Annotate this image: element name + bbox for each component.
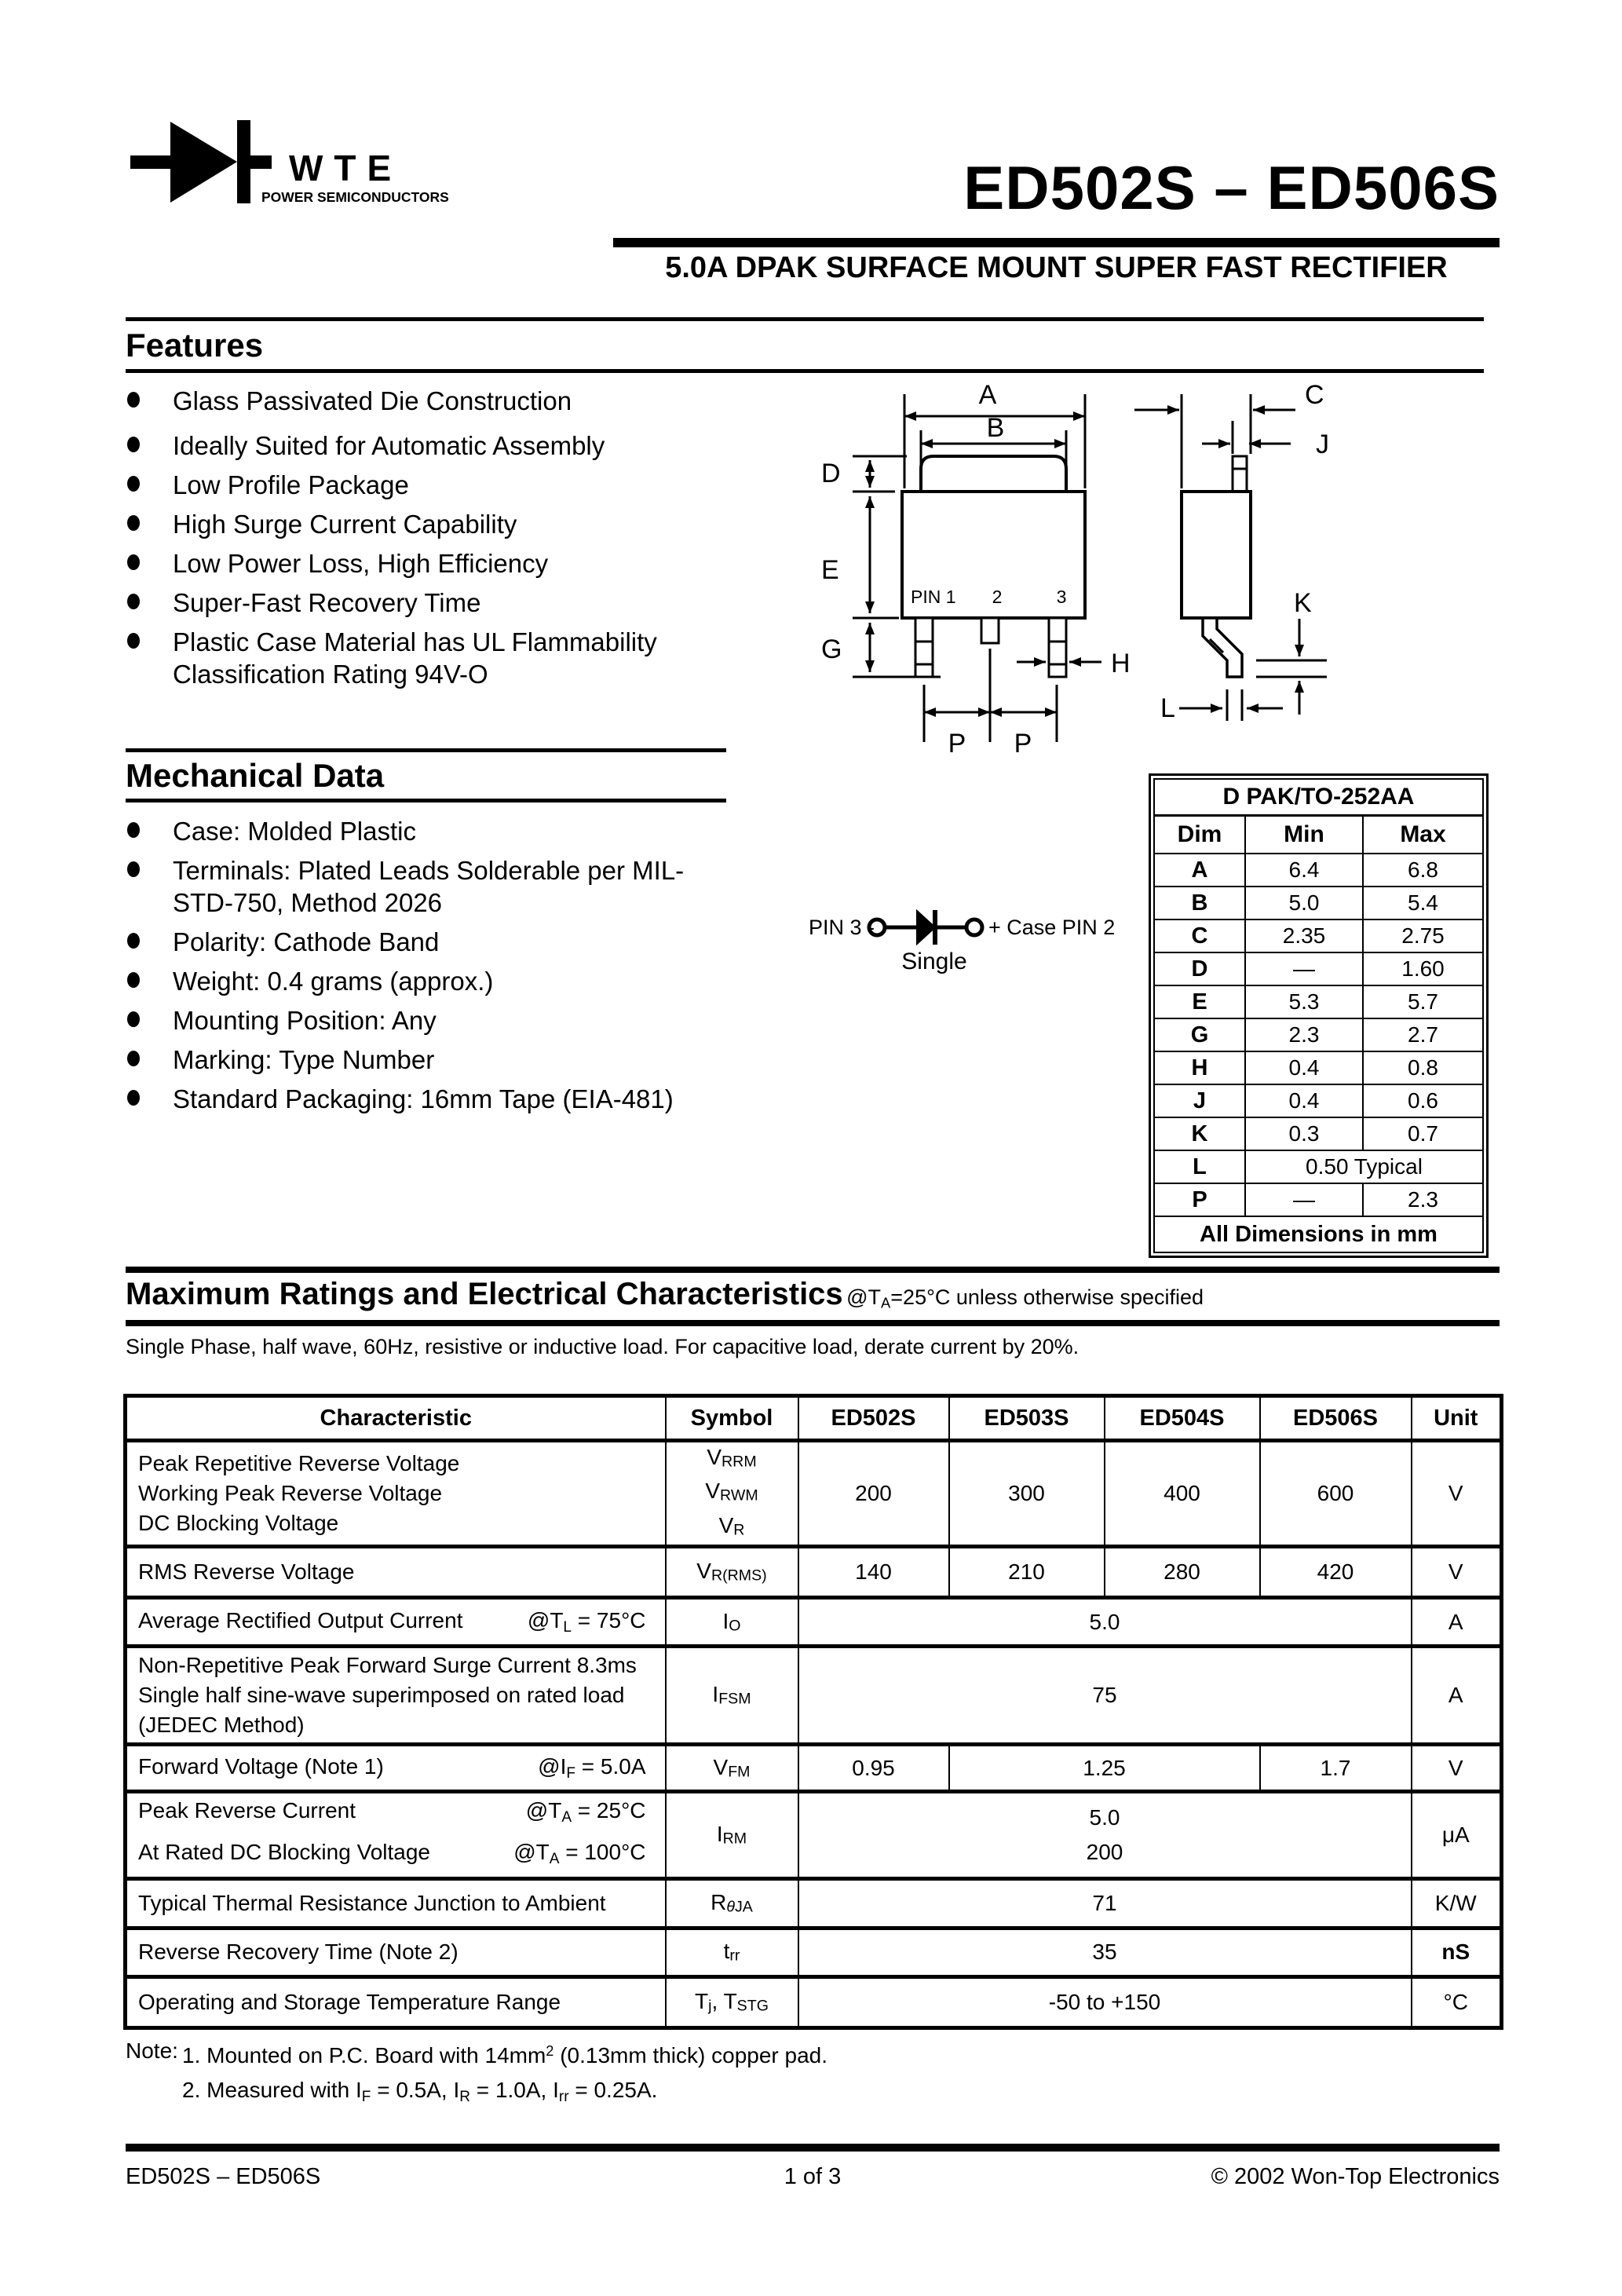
symbol-cell: Tj, TSTG bbox=[666, 1976, 798, 2027]
table-row: J 0.4 0.6 bbox=[1154, 1084, 1483, 1117]
list-item: Glass Passivated Die Construction bbox=[127, 385, 724, 417]
mechanical-heading: Mechanical Data bbox=[126, 757, 385, 794]
table-row: P — 2.3 bbox=[1154, 1183, 1483, 1216]
dim-label-j: J bbox=[1316, 430, 1329, 459]
test-condition: $@T_L = 75^\circ C$ bbox=[527, 1607, 646, 1636]
table-row: Peak Reverse Current $@T_A = 25^\circ C$ At Rated DC Blocking Voltage $@T_A = 100^\circ C$ IRM 5.0 200 μA bbox=[126, 1792, 1502, 1879]
list-item: Mounting Position: Any bbox=[127, 1004, 724, 1036]
dim-table-title: D PAK/TO-252AA bbox=[1154, 779, 1483, 816]
unit-cell: μA bbox=[1412, 1792, 1502, 1879]
notes-block bbox=[126, 2034, 827, 2115]
dim-label-d: D bbox=[821, 459, 841, 488]
list-item: Polarity: Cathode Band bbox=[127, 926, 724, 958]
bullet-icon bbox=[127, 815, 173, 847]
note-1: 1. Mounted on P.C. Board with $14mm^2$ (0.13mm thick) copper pad. bbox=[182, 2043, 828, 2068]
unit-cell: nS bbox=[1412, 1928, 1502, 1976]
value-cell: 210 bbox=[949, 1547, 1105, 1598]
mechanical-list bbox=[127, 815, 724, 1122]
table-row: C 2.35 2.75 bbox=[1154, 919, 1483, 952]
pin3-label: 3 bbox=[1056, 587, 1067, 607]
note-label: Note: bbox=[126, 2038, 178, 2063]
bullet-icon bbox=[127, 385, 173, 417]
symbol-right-label: + Case PIN 2 bbox=[988, 916, 1116, 939]
ratings-heading: Maximum Ratings and Electrical Characteristics $@T_A=25^\circ C$ unless otherwise specified bbox=[126, 1277, 1204, 1311]
load-condition-note: Single Phase, half wave, 60Hz, resistive or inductive load. For capacitive load, derate current by 20%. bbox=[126, 1335, 1080, 1358]
footer-part-range: ED502S – ED506S bbox=[126, 2164, 321, 2189]
value-cell: 75 bbox=[798, 1647, 1412, 1745]
symbol-cell: IFSM bbox=[666, 1647, 798, 1745]
test-condition: $@T_A = 100^\circ C$ bbox=[513, 1839, 646, 1867]
dim-label-c: C bbox=[1305, 380, 1324, 410]
value-cell: 35 bbox=[798, 1928, 1412, 1976]
dim-label-h: H bbox=[1111, 649, 1131, 678]
col-header-symbol: Symbol bbox=[666, 1396, 798, 1441]
bullet-icon bbox=[127, 587, 173, 619]
footer-page-number: 1 of 3 bbox=[784, 2164, 842, 2189]
table-row: A 6.4 6.8 bbox=[1154, 854, 1483, 887]
table-row: B 5.0 5.4 bbox=[1154, 887, 1483, 919]
table-row: Peak Repetitive Reverse Voltage Working Peak Reverse Voltage DC Blocking Voltage VRRM VRWM VR 200 300 400 600 V bbox=[126, 1441, 1502, 1547]
diode-circuit-symbol bbox=[785, 899, 1162, 978]
bullet-icon bbox=[127, 1004, 173, 1036]
value-cell: 71 bbox=[798, 1878, 1412, 1928]
unit-cell: A bbox=[1412, 1598, 1502, 1647]
value-cell: 1.7 bbox=[1260, 1745, 1412, 1792]
table-row: H 0.4 0.8 bbox=[1154, 1051, 1483, 1084]
pin2-label: 2 bbox=[992, 587, 1003, 607]
mechanical-rule-bottom bbox=[126, 799, 726, 803]
list-item: Marking: Type Number bbox=[127, 1044, 724, 1076]
note-2: 2. Measured with $I_F = 0.5A$, $I_R = 1.0A$, $I_{rr} = 0.25A$. bbox=[182, 2078, 658, 2105]
bullet-icon bbox=[127, 430, 173, 462]
list-item: Terminals: Plated Leads Solderable per MIL-STD-750, Method 2026 bbox=[127, 854, 724, 919]
bullet-icon bbox=[127, 547, 173, 579]
unit-cell: A bbox=[1412, 1647, 1502, 1745]
table-row: RMS Reverse Voltage VR(RMS) 140 210 280 420 V bbox=[126, 1547, 1502, 1598]
unit-cell: V bbox=[1412, 1745, 1502, 1792]
page-title: ED502S – ED506S bbox=[963, 153, 1500, 222]
brand-tagline: POWER SEMICONDUCTORS bbox=[261, 189, 449, 205]
dim-col-header: Dim bbox=[1154, 816, 1245, 854]
list-item: High Surge Current Capability bbox=[127, 508, 724, 540]
bullet-icon bbox=[127, 854, 173, 919]
list-item: Ideally Suited for Automatic Assembly bbox=[127, 430, 724, 462]
features-rule-bottom bbox=[126, 369, 1484, 373]
symbol-cell: VRRM VRWM VR bbox=[666, 1441, 798, 1547]
unit-cell: V bbox=[1412, 1441, 1502, 1547]
col-header-ed504s: ED504S bbox=[1105, 1396, 1260, 1441]
value-cell: 600 bbox=[1260, 1441, 1412, 1547]
diode-logo-icon bbox=[130, 120, 272, 203]
symbol-cell: VR(RMS) bbox=[666, 1547, 798, 1598]
table-row: G 2.3 2.7 bbox=[1154, 1018, 1483, 1051]
table-row: Forward Voltage (Note 1) $@I_F = 5.0A$ VFM 0.95 1.25 1.7 V bbox=[126, 1745, 1502, 1792]
page-footer bbox=[126, 2164, 1500, 2190]
value-cell: 280 bbox=[1105, 1547, 1260, 1598]
package-outline-diagram bbox=[816, 377, 1531, 770]
list-item: Standard Packaging: 16mm Tape (EIA-481) bbox=[127, 1083, 724, 1115]
value-cell: 5.0 bbox=[798, 1598, 1412, 1647]
ratings-condition: $@T_A=25^\circ C$ unless otherwise specified bbox=[846, 1285, 1204, 1311]
value-cell: 0.95 bbox=[798, 1745, 949, 1792]
bullet-icon bbox=[127, 926, 173, 958]
max-col-header: Max bbox=[1363, 816, 1483, 854]
unit-cell: V bbox=[1412, 1547, 1502, 1598]
symbol-cell: VFM bbox=[666, 1745, 798, 1792]
dim-label-l: L bbox=[1160, 693, 1175, 723]
table-row: L 0.50 Typical bbox=[1154, 1150, 1483, 1183]
features-heading: Features bbox=[126, 327, 264, 364]
list-item: Case: Molded Plastic bbox=[127, 815, 724, 847]
list-item: Low Power Loss, High Efficiency bbox=[127, 547, 724, 579]
value-cell: 400 bbox=[1105, 1441, 1260, 1547]
dimension-table bbox=[1149, 773, 1489, 1258]
col-header-unit: Unit bbox=[1412, 1396, 1502, 1441]
col-header-ed506s: ED506S bbox=[1260, 1396, 1412, 1441]
symbol-left-label: PIN 3 - bbox=[809, 916, 875, 939]
value-cell: 5.0 200 bbox=[798, 1792, 1412, 1879]
value-cell: 200 bbox=[798, 1441, 949, 1547]
bullet-icon bbox=[127, 469, 173, 501]
mechanical-rule-top bbox=[126, 748, 726, 752]
symbol-cell: IRM bbox=[666, 1792, 798, 1879]
page-subtitle: 5.0A DPAK SURFACE MOUNT SUPER FAST RECTIFIER bbox=[665, 251, 1448, 284]
list-item: Low Profile Package bbox=[127, 469, 724, 501]
table-row: Operating and Storage Temperature Range Tj, TSTG -50 to +150 °C bbox=[126, 1976, 1502, 2027]
bullet-icon bbox=[127, 1083, 173, 1115]
symbol-caption: Single bbox=[901, 949, 967, 974]
test-condition: $@I_F = 5.0A$ bbox=[538, 1753, 646, 1782]
footer-rule bbox=[126, 2144, 1500, 2152]
symbol-cell: RθJA bbox=[666, 1878, 798, 1928]
list-item: Plastic Case Material has UL Flammability Classification Rating 94V-O bbox=[127, 626, 724, 690]
table-row: Reverse Recovery Time (Note 2) trr 35 nS bbox=[126, 1928, 1502, 1976]
brand-logo bbox=[126, 110, 463, 216]
dim-label-b: B bbox=[986, 413, 1005, 443]
col-header-ed502s: ED502S bbox=[798, 1396, 949, 1441]
ratings-rule-top bbox=[126, 1267, 1500, 1273]
features-rule-top bbox=[126, 317, 1484, 321]
list-item: Weight: 0.4 grams (approx.) bbox=[127, 965, 724, 997]
title-rule bbox=[613, 238, 1500, 247]
value-cell: 300 bbox=[949, 1441, 1105, 1547]
pin1-label: PIN 1 bbox=[911, 587, 956, 607]
dim-label-g: G bbox=[821, 634, 842, 664]
dim-table-footer: All Dimensions in mm bbox=[1154, 1216, 1483, 1252]
ratings-header-row bbox=[126, 1396, 1502, 1441]
table-row: D — 1.60 bbox=[1154, 952, 1483, 985]
bullet-icon bbox=[127, 1044, 173, 1076]
bullet-icon bbox=[127, 626, 173, 690]
dim-label-e: E bbox=[821, 555, 839, 585]
value-cell: -50 to +150 bbox=[798, 1976, 1412, 2027]
value-cell: 420 bbox=[1260, 1547, 1412, 1598]
footer-copyright: © 2002 Won-Top Electronics bbox=[1211, 2164, 1500, 2189]
table-row: E 5.3 5.7 bbox=[1154, 985, 1483, 1018]
value-cell: 140 bbox=[798, 1547, 949, 1598]
dim-label-a: A bbox=[978, 380, 997, 410]
value-cell: 1.25 bbox=[949, 1745, 1260, 1792]
unit-cell: K/W bbox=[1412, 1878, 1502, 1928]
col-header-characteristic: Characteristic bbox=[126, 1396, 666, 1441]
features-list bbox=[127, 385, 724, 697]
table-row: Typical Thermal Resistance Junction to Ambient RθJA 71 K/W bbox=[126, 1878, 1502, 1928]
ratings-table bbox=[123, 1394, 1503, 2030]
min-col-header: Min bbox=[1245, 816, 1363, 854]
unit-cell: °C bbox=[1412, 1976, 1502, 2027]
bullet-icon bbox=[127, 965, 173, 997]
ratings-rule-bottom bbox=[126, 1320, 1500, 1326]
col-header-ed503s: ED503S bbox=[949, 1396, 1105, 1441]
dim-label-p-left: P bbox=[948, 729, 966, 759]
test-condition: $@T_A = 25^\circ C$ bbox=[525, 1798, 646, 1826]
dim-label-k: K bbox=[1294, 588, 1312, 618]
table-row: K 0.3 0.7 bbox=[1154, 1117, 1483, 1150]
brand-name: WTE bbox=[289, 148, 403, 188]
symbol-cell: IO bbox=[666, 1598, 798, 1647]
table-row: Non-Repetitive Peak Forward Surge Current 8.3ms Single half sine-wave superimposed on rated load (JEDEC Method) IFSM 75 A bbox=[126, 1647, 1502, 1745]
table-row: Average Rectified Output Current $@T_L = 75^\circ C$ IO 5.0 A bbox=[126, 1598, 1502, 1647]
bullet-icon bbox=[127, 508, 173, 540]
dim-label-p-right: P bbox=[1014, 729, 1032, 759]
list-item: Super-Fast Recovery Time bbox=[127, 587, 724, 619]
symbol-cell: trr bbox=[666, 1928, 798, 1976]
